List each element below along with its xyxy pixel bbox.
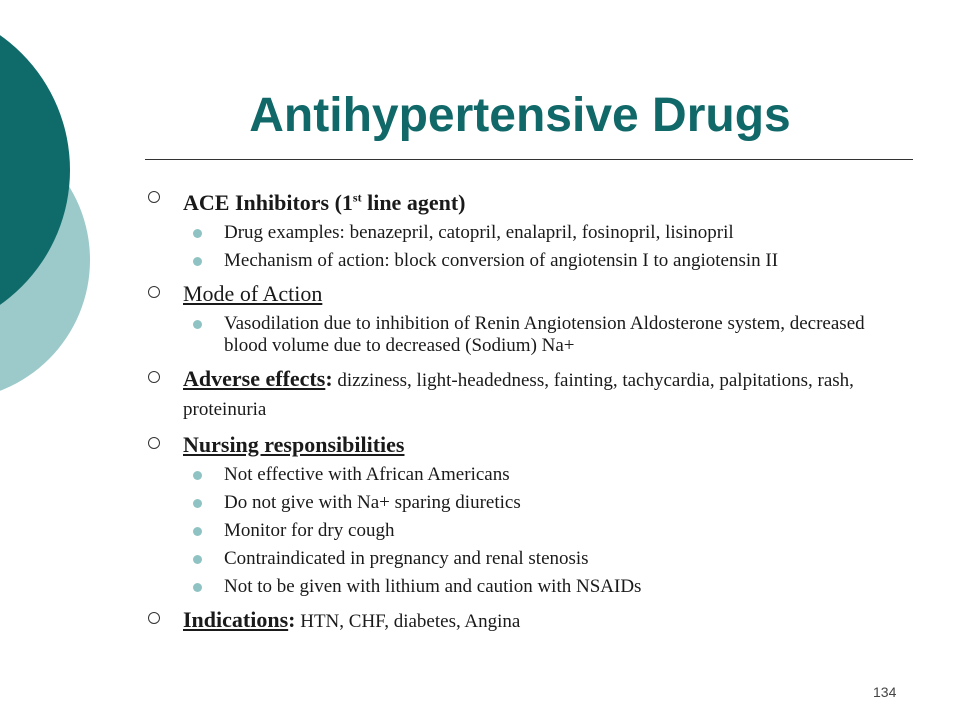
ace-bullet-text: Drug examples: benazepril, catopril, enalapril, fosinopril, lisinopril (224, 222, 734, 244)
decor-circle-light (0, 120, 90, 400)
adverse-text: dizziness, light-headedness, fainting, tachycardia, palpitations, rash, proteinuria (183, 370, 854, 421)
nursing-bullet (148, 520, 908, 542)
hollow-circle-bullet-icon (148, 191, 160, 203)
page-number: 134 (873, 684, 897, 700)
slide-title: Antihypertensive Drugs (249, 89, 791, 142)
nursing-bullet (148, 576, 908, 598)
ace-bullet-text: Mechanism of action: block conversion of angiotensin I to angiotensin II (224, 250, 779, 272)
nursing-bullet-text: Monitor for dry cough (224, 520, 395, 542)
nursing-bullet (148, 464, 908, 486)
dot-bullet-icon (193, 320, 202, 329)
indications-text: HTN, CHF, diabetes, Angina (295, 611, 521, 633)
dot-bullet-icon (193, 499, 202, 508)
hollow-circle-bullet-icon (148, 371, 160, 383)
section-adverse-effects (148, 365, 908, 423)
dot-bullet-icon (193, 257, 202, 266)
indications-colon: : (288, 607, 296, 633)
hollow-circle-bullet-icon (148, 612, 160, 624)
ace-heading (183, 190, 465, 215)
section-mode-of-action (148, 280, 908, 307)
dot-bullet-icon (193, 229, 202, 238)
ace-label: ACE Inhibitors (1 (183, 190, 353, 216)
decor-circle-dark (0, 5, 70, 335)
indications-heading: Indications (183, 607, 289, 633)
nursing-heading: Nursing responsibilities (183, 432, 405, 458)
section-nursing (148, 431, 908, 458)
adverse-heading: Adverse effects (183, 366, 326, 392)
slide-content (148, 185, 908, 635)
nursing-bullet-text: Do not give with Na+ sparing diuretics (224, 492, 521, 514)
mode-heading: Mode of Action (183, 281, 323, 307)
nursing-bullet-text: Not to be given with lithium and caution with NSAIDs (224, 576, 642, 598)
hollow-circle-bullet-icon (148, 286, 160, 298)
section-ace-inhibitors (148, 185, 908, 216)
nursing-bullet (148, 492, 908, 514)
ace-bullet (148, 250, 908, 272)
mode-bullet (148, 313, 908, 357)
dot-bullet-icon (193, 471, 202, 480)
nursing-bullet (148, 548, 908, 570)
nursing-bullet-text: Contraindicated in pregnancy and renal stenosis (224, 548, 589, 570)
dot-bullet-icon (193, 555, 202, 564)
section-indications (148, 606, 908, 635)
ace-label-sup: st (352, 191, 362, 205)
dot-bullet-icon (193, 583, 202, 592)
ace-label-post: line agent) (361, 190, 466, 216)
dot-bullet-icon (193, 527, 202, 536)
ace-bullet (148, 222, 908, 244)
mode-bullet-text: Vasodilation due to inhibition of Renin Angiotension Aldosterone system, decreased blood volume due to decreased (Sodium) Na+ (224, 313, 865, 357)
hollow-circle-bullet-icon (148, 437, 160, 449)
nursing-bullet-text: Not effective with African Americans (224, 464, 510, 486)
title-divider (145, 159, 913, 160)
adverse-colon: : (325, 366, 333, 392)
